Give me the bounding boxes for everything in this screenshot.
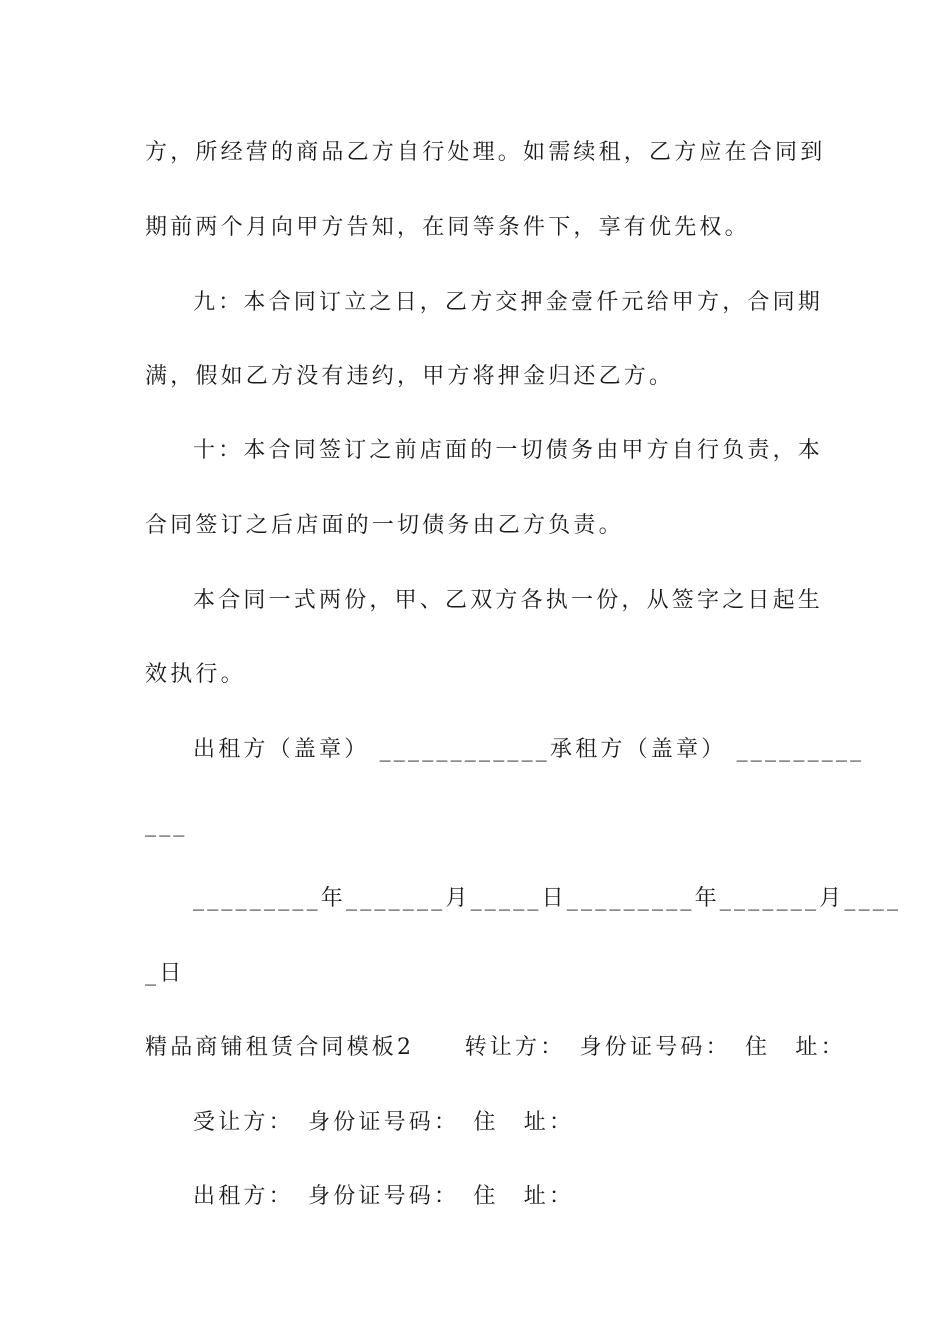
template-2-heading-line: 精品商铺租赁合同模板2 转让方： 身份证号码： 住 址： [145, 1035, 846, 1060]
text-line-1: 方，所经营的商品乙方自行处理。如需续租，乙方应在合同到 [145, 140, 826, 165]
clause-ten-line-1: 十：本合同签订之前店面的一切债务由甲方自行负责，本 [193, 438, 824, 463]
clause-nine-line-1: 九：本合同订立之日，乙方交押金壹仟元给甲方，合同期 [193, 290, 824, 315]
date-line: _________年_______月_____日_________年_______月____ [193, 886, 902, 911]
signature-line: 出租方（盖章） ____________承租方（盖章） _________ [193, 737, 865, 762]
text-line-2: 期前两个月向甲方告知，在同等条件下，享有优先权。 [145, 215, 750, 240]
signature-line-continued: ___ [145, 812, 188, 837]
clause-nine-line-2: 满，假如乙方没有违约，甲方将押金归还乙方。 [145, 364, 675, 389]
copies-line-2: 效执行。 [145, 662, 246, 687]
clause-ten-line-2: 合同签订之后店面的一切债务由乙方负责。 [145, 513, 624, 538]
transferee-line: 受让方： 身份证号码： 住 址： [193, 1110, 575, 1135]
copies-line-1: 本合同一式两份，甲、乙双方各执一份，从签字之日起生 [193, 588, 824, 613]
lessor-line: 出租方： 身份证号码： 住 址： [193, 1184, 575, 1209]
date-line-continued: _日 [145, 961, 185, 986]
